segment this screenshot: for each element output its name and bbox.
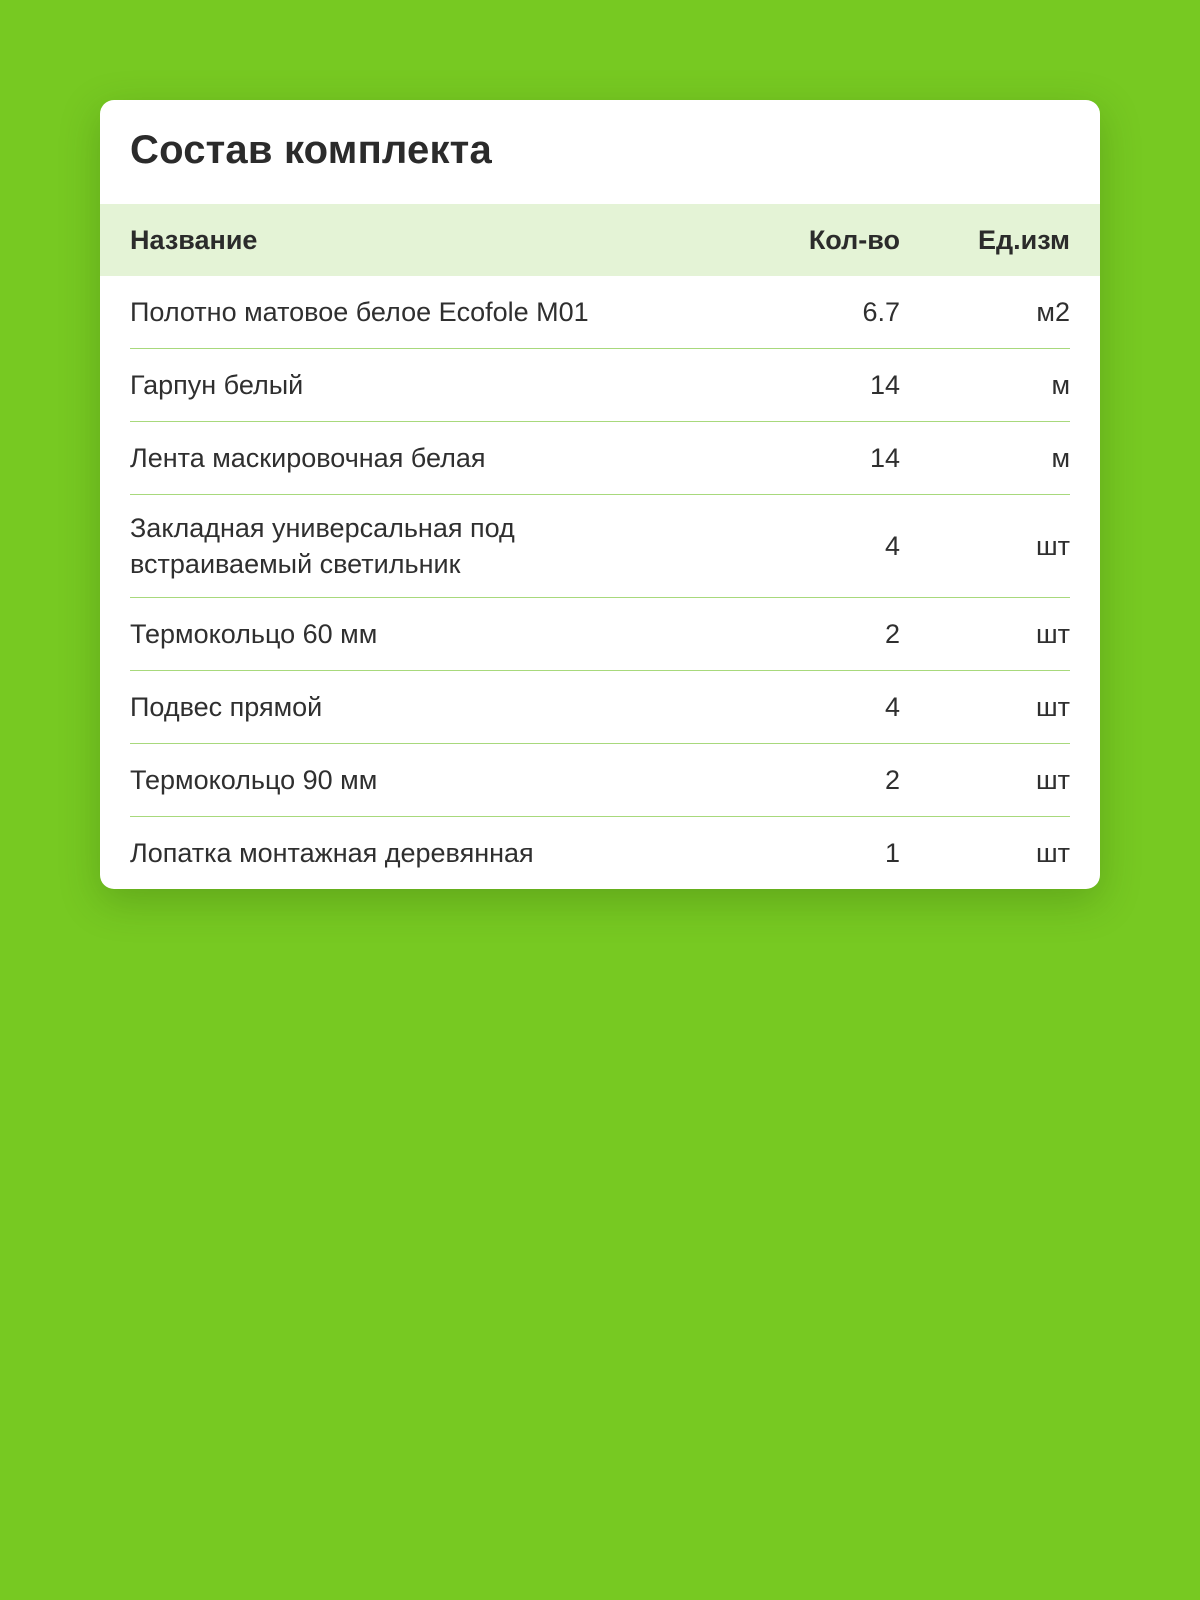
column-header-name: Название (130, 224, 258, 255)
row-name: Термокольцо 60 мм (130, 619, 378, 649)
row-unit: м2 (1036, 297, 1070, 327)
table-row (100, 817, 1100, 889)
row-name: Термокольцо 90 мм (130, 765, 378, 795)
row-qty: 2 (884, 619, 900, 649)
table-row (100, 671, 1100, 743)
table-header-row (100, 204, 1100, 276)
row-name (100, 495, 730, 597)
row-qty: 1 (884, 838, 900, 868)
row-unit: шт (1035, 838, 1070, 868)
row-name-text: Закладная универсальная под встраиваемый светильник (130, 513, 515, 579)
row-qty: 6.7 (862, 297, 900, 327)
table-row (100, 495, 1100, 597)
row-unit: шт (1035, 531, 1070, 561)
kit-contents-card (100, 100, 1100, 889)
column-header-unit: Ед.изм (978, 224, 1070, 255)
row-unit: м (1051, 370, 1070, 400)
row-name: Полотно матовое белое Ecofole M01 (130, 297, 589, 327)
row-unit: шт (1035, 692, 1070, 722)
row-name: Лента маскировочная белая (130, 443, 486, 473)
row-qty: 4 (884, 692, 900, 722)
row-qty: 14 (869, 443, 900, 473)
card-title: Состав комплекта (130, 128, 492, 172)
table-row (100, 349, 1100, 421)
row-qty: 2 (884, 765, 900, 795)
row-unit: шт (1035, 765, 1070, 795)
table-row (100, 422, 1100, 494)
row-name: Лопатка монтажная деревянная (130, 838, 534, 868)
table-row (100, 744, 1100, 816)
row-name: Подвес прямой (130, 692, 323, 722)
kit-contents-table (100, 204, 1100, 889)
row-unit: м (1051, 443, 1070, 473)
column-header-qty: Кол-во (808, 224, 900, 255)
row-qty: 4 (884, 531, 900, 561)
table-row (100, 276, 1100, 348)
row-qty: 14 (869, 370, 900, 400)
row-unit: шт (1035, 619, 1070, 649)
row-name: Гарпун белый (130, 370, 304, 400)
table-row (100, 598, 1100, 670)
